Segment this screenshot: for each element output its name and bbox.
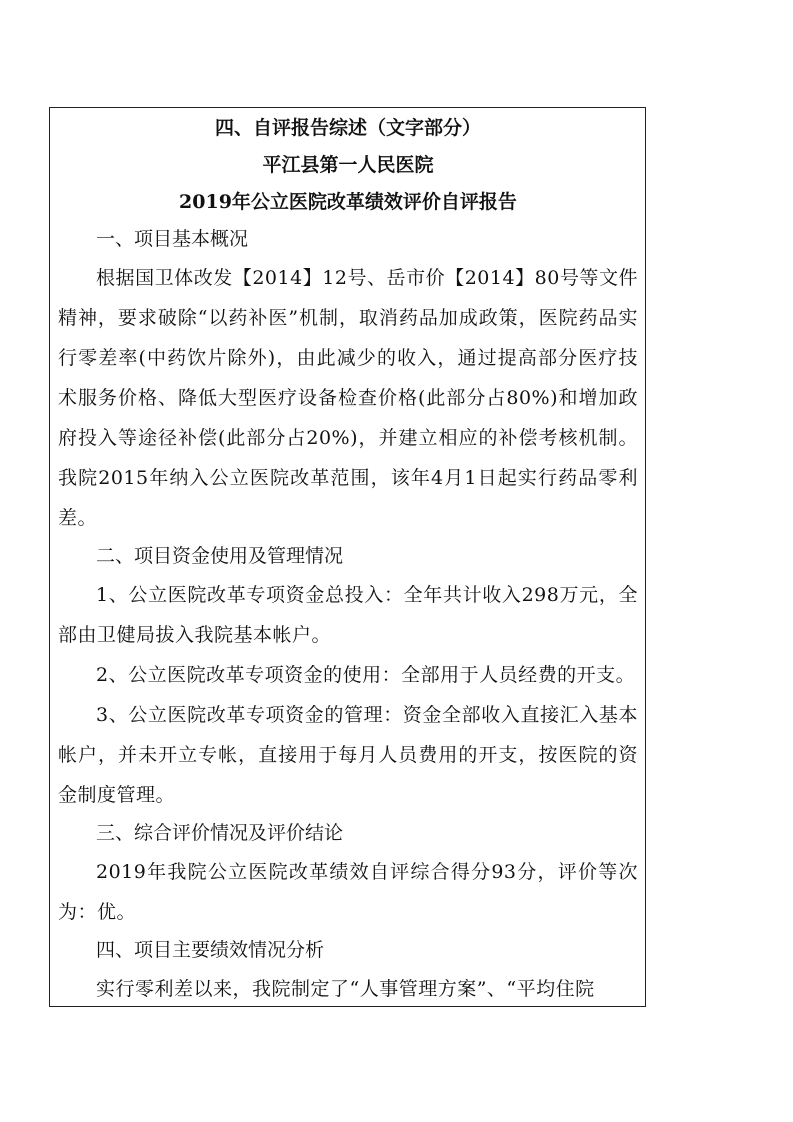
section-title-overview: 一、项目基本概况 [96, 228, 249, 250]
paragraph-performance: 实行零利差以来，我院制定了“人事管理方案”、“平均住院 [96, 978, 595, 1000]
paragraph-funds-management: 3、公立医院改革专项资金的管理：资金全部收入直接汇入基本帐户，并未开立专帐，直接用于每月人员费用的开支，按医院的资金制度管理。 [58, 704, 638, 806]
section-title-evaluation: 三、综合评价情况及评价结论 [96, 822, 344, 844]
paragraph-overview: 根据国卫体改发【2014】12号、岳市价【2014】80号等文件精神，要求破除“以药补医”机制，取消药品加成政策，医院药品实行零差率(中药饮片除外)，由此减少的收入，通过提高部分医疗技术服务价格、降低大型医疗设备检查价格(此部分占80%)和增加政府投入等途径补偿(此部分占20%)，并建立相应的补偿考核机制。我院2015年纳入公立医院改革范围，该年4月1日起实行药品零利差。 [58, 267, 638, 529]
hospital-name: 平江县第一人民医院 [262, 154, 434, 176]
paragraph-evaluation: 2019年我院公立医院改革绩效自评综合得分93分，评价等次为：优。 [58, 861, 638, 923]
section-heading: 四、自评报告综述（文字部分） [214, 117, 481, 139]
report-title: 2019年公立医院改革绩效评价自评报告 [179, 191, 517, 213]
section-title-performance: 四、项目主要绩效情况分析 [96, 939, 325, 961]
report-content [58, 107, 638, 1009]
paragraph-funds-input: 1、公立医院改革专项资金总投入：全年共计收入298万元，全部由卫健局拔入我院基本帐户。 [58, 584, 638, 646]
paragraph-funds-usage: 2、公立医院改革专项资金的使用：全部用于人员经费的开支。 [96, 664, 636, 686]
section-title-funds: 二、项目资金使用及管理情况 [96, 545, 344, 567]
